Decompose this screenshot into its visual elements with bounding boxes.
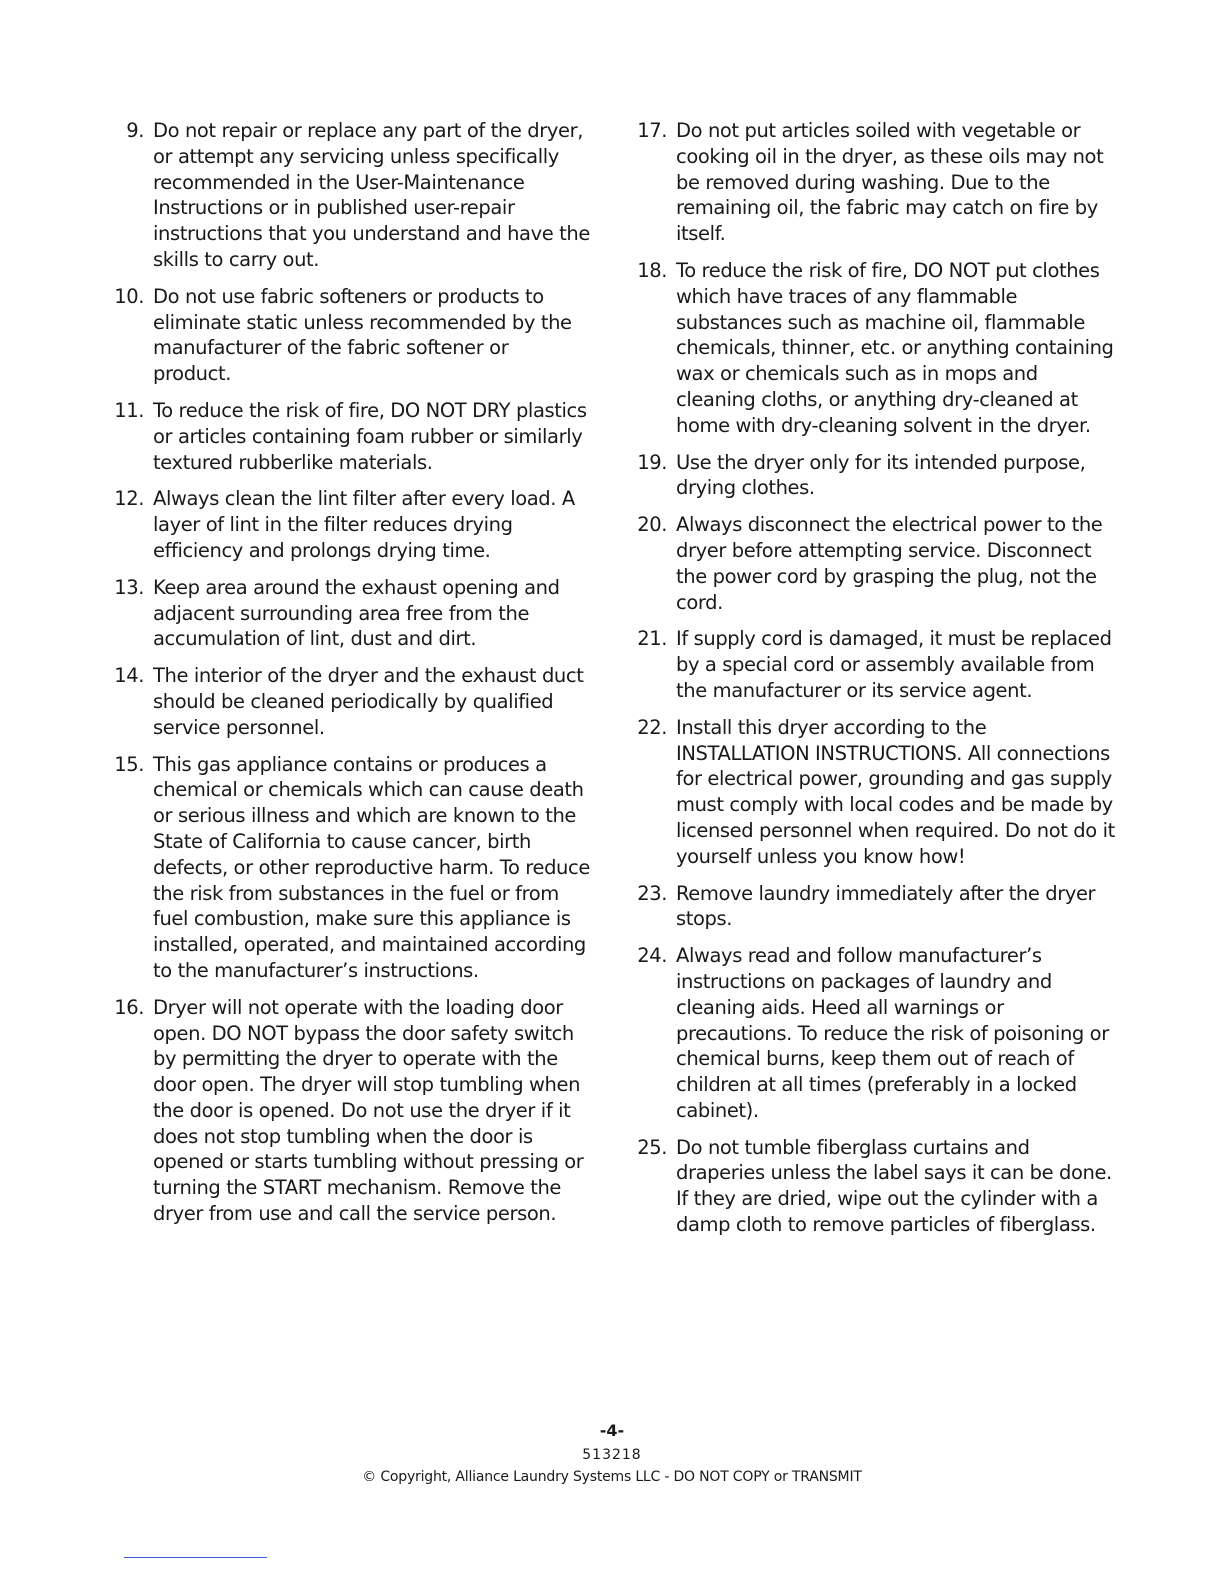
item-number: 16. bbox=[114, 995, 144, 1019]
item-number: 25. bbox=[637, 1135, 667, 1159]
list-item bbox=[627, 258, 1117, 439]
list-item bbox=[104, 995, 592, 1227]
copyright-notice: © Copyright, Alliance Laundry Systems LLC - DO NOT COPY or TRANSMIT bbox=[362, 1469, 862, 1485]
link-underline bbox=[124, 1557, 267, 1558]
item-number: 9. bbox=[126, 119, 144, 142]
item-number: 12. bbox=[114, 487, 144, 511]
item-text: Always disconnect the electrical power to the dryer before attempting service. Disconnect the power cord by grasping the plug, not the cord. bbox=[676, 513, 1103, 614]
item-number: 23. bbox=[637, 881, 667, 905]
item-number: 18. bbox=[637, 258, 667, 282]
item-number: 14. bbox=[114, 664, 144, 688]
list-item bbox=[104, 575, 592, 652]
item-number: 13. bbox=[114, 575, 144, 599]
page-number: -4- bbox=[599, 1421, 625, 1440]
item-text: Use the dryer only for its intended purpose, drying clothes. bbox=[676, 450, 1086, 500]
item-text: This gas appliance contains or produces a chemical or chemicals which can cause death or serious illness and which are known to the State of California to cause cancer, birth defects, or other reproductive harm. To reduce the risk from substances in the fuel or from fuel combustion, make sure this appliance is installed, operated, and maintained according to the manufacturer’s instructions. bbox=[153, 752, 590, 982]
right-column bbox=[627, 118, 1117, 1249]
item-number: 22. bbox=[637, 715, 667, 739]
item-text: Remove laundry immediately after the dryer stops. bbox=[676, 881, 1096, 931]
list-item bbox=[104, 486, 592, 563]
list-item bbox=[627, 118, 1117, 247]
item-number: 21. bbox=[637, 627, 667, 651]
list-item bbox=[104, 752, 592, 984]
item-number: 11. bbox=[114, 398, 144, 422]
item-text: Do not use fabric softeners or products to eliminate static unless recommended by the manufacturer of the fabric softener or product. bbox=[153, 284, 572, 386]
list-item bbox=[104, 398, 592, 475]
list-item bbox=[627, 626, 1117, 703]
item-text: To reduce the risk of fire, DO NOT put clothes which have traces of any flammable substances such as machine oil, flammable chemicals, thinner, etc. or anything containing wax or chemicals such as in mops and cleaning cloths, or anything dry-cleaned at home with dry-cleaning solvent in the dryer. bbox=[676, 258, 1114, 437]
list-item bbox=[104, 118, 592, 273]
item-text: To reduce the risk of fire, DO NOT DRY plastics or articles containing foam rubber or similarly textured rubberlike materials. bbox=[153, 398, 587, 474]
list-item bbox=[627, 943, 1117, 1124]
item-number: 10. bbox=[114, 284, 144, 308]
left-column bbox=[104, 118, 592, 1238]
item-number: 15. bbox=[114, 752, 144, 776]
document-number: 513218 bbox=[582, 1447, 642, 1463]
item-number: 20. bbox=[637, 513, 667, 537]
list-item bbox=[627, 881, 1117, 933]
list-item bbox=[627, 512, 1117, 615]
list-item bbox=[627, 1135, 1117, 1238]
item-text: Install this dryer according to the INSTALLATION INSTRUCTIONS. All connections for electrical power, grounding and gas supply must comply with local codes and be made by licensed personnel when required. Do not do it yourself unless you know how! bbox=[676, 715, 1115, 868]
item-text: Dryer will not operate with the loading door open. DO NOT bypass the door safety switch by permitting the dryer to operate with the door open. The dryer will stop tumbling when the door is opened. Do not use the dryer if it does not stop tumbling when the door is opened or starts tumbling without pressing or turning the START mechanism. Remove the dryer from use and call the service person. bbox=[153, 995, 584, 1226]
list-item bbox=[104, 284, 592, 387]
list-item bbox=[104, 663, 592, 740]
item-text: Do not repair or replace any part of the dryer, or attempt any servicing unless specifically recommended in the User-Maintenance Instructions or in published user-repair instructions that you understand and have the skills to carry out. bbox=[153, 119, 590, 271]
item-text: Do not tumble fiberglass curtains and draperies unless the label says it can be done. If they are dried, wipe out the cylinder with a damp cloth to remove particles of fiberglass. bbox=[676, 1135, 1112, 1237]
item-number: 17. bbox=[637, 119, 667, 142]
item-text: Keep area around the exhaust opening and adjacent surrounding area free from the accumulation of lint, dust and dirt. bbox=[153, 575, 560, 651]
item-text: Always read and follow manufacturer’s instructions on packages of laundry and cleaning aids. Heed all warnings or precautions. To reduce the risk of poisoning or chemical burns, keep them out of reach of children at all times (preferably in a locked cabinet). bbox=[676, 944, 1109, 1122]
item-text: Do not put articles soiled with vegetable or cooking oil in the dryer, as these oils may not be removed during washing. Due to the remaining oil, the fabric may catch on fire by itself. bbox=[676, 119, 1104, 246]
list-item bbox=[627, 715, 1117, 870]
list-item bbox=[627, 450, 1117, 502]
item-text: The interior of the dryer and the exhaust duct should be cleaned periodically by qualified service personnel. bbox=[153, 664, 584, 739]
item-number: 24. bbox=[637, 944, 667, 968]
item-text: If supply cord is damaged, it must be replaced by a special cord or assembly available from the manufacturer or its service agent. bbox=[676, 627, 1112, 702]
item-number: 19. bbox=[637, 450, 667, 474]
item-text: Always clean the lint filter after every load. A layer of lint in the filter reduces drying efficiency and prolongs drying time. bbox=[153, 487, 575, 562]
